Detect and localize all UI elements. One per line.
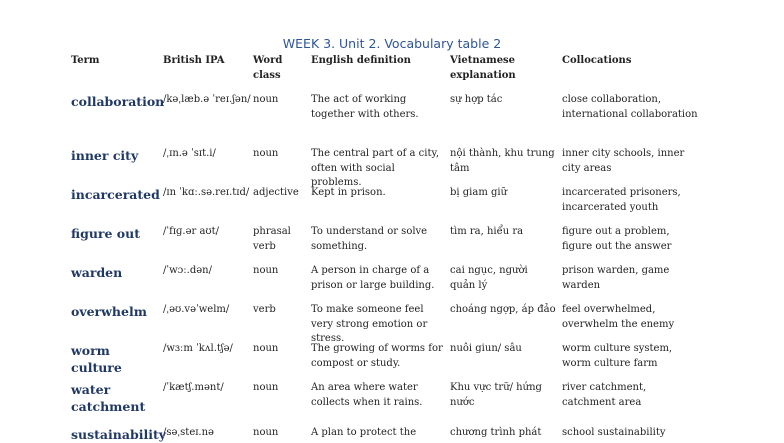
vietnamese-cell: nội thành, khu trung tâm [450,148,555,174]
ipa-cell: /ˌəʊ.vəˈwelm/ [163,304,230,315]
header-definition: English definition [311,55,411,66]
collocations-cell: feel overwhelmed, overwhelm the enemy [562,304,675,330]
header-term: Term [71,55,100,66]
word-class-cell: noun [253,94,279,105]
collocations-cell: school sustainability [562,427,666,438]
term-cell: collaboration [71,94,165,109]
word-class-cell: noun [253,427,279,438]
vietnamese-cell: bị giam giữ [450,187,508,198]
term-cell: overwhelm [71,304,147,319]
document-title: WEEK 3. Unit 2. Vocabulary table 2 [282,36,502,51]
definition-cell: A person in charge of a prison or large building. [311,265,435,291]
word-class-cell: noun [253,343,279,354]
ipa-cell: /kəˌlæb.ə ˈreɪ.ʃən/ [163,94,251,105]
definition-cell: To make someone feel very strong emotion or stress. [311,304,428,344]
collocations-cell: inner city schools, inner city areas [562,148,685,174]
vietnamese-cell: nuôi giun/ sâu [450,343,522,354]
definition-cell: Kept in prison. [311,187,386,198]
definition-cell: An area where water collects when it rains. [311,382,423,408]
header-collocations: Collocations [562,55,632,66]
definition-cell: A plan to protect the [311,427,417,438]
collocations-cell: prison warden, game warden [562,265,670,291]
word-class-cell: noun [253,382,279,393]
header-vietnamese: Vietnamese explanation [450,55,516,81]
ipa-cell: /ɪn ˈkɑː.sə.reɪ.tɪd/ [163,187,250,198]
ipa-cell: /səˌsteɪ.nə [163,427,214,438]
ipa-cell: /ˈwɔː.dən/ [163,265,212,276]
vietnamese-cell: sự hợp tác [450,94,503,105]
collocations-cell: river catchment, catchment area [562,382,647,408]
word-class-cell: verb [253,304,276,315]
term-cell: warden [71,265,123,280]
term-cell: water catchment [71,382,146,414]
ipa-cell: /ˌɪn.ə ˈsɪt.i/ [163,148,216,159]
word-class-cell: phrasal verb [253,226,291,252]
word-class-cell: adjective [253,187,299,198]
collocations-cell: figure out a problem, figure out the answer [562,226,672,252]
vietnamese-cell: cai ngục, người quản lý [450,265,528,291]
ipa-cell: /ˈkætʃ.mənt/ [163,382,224,393]
term-cell: sustainability [71,427,166,442]
term-cell: inner city [71,148,139,163]
term-cell: worm culture [71,343,122,375]
word-class-cell: noun [253,148,279,159]
vietnamese-cell: tìm ra, hiểu ra [450,226,524,237]
term-cell: figure out [71,226,141,241]
header-ipa: British IPA [163,55,225,66]
term-cell: incarcerated [71,187,160,202]
definition-cell: The act of working together with others. [311,94,419,120]
word-class-cell: noun [253,265,279,276]
definition-cell: To understand or solve something. [311,226,428,252]
ipa-cell: /wɜːm ˈkʌl.tʃə/ [163,343,233,354]
collocations-cell: incarcerated prisoners, incarcerated youth [562,187,681,213]
header-word-class: Word class [253,55,283,81]
vietnamese-cell: choáng ngợp, áp đảo [450,304,556,315]
ipa-cell: /ˈfɪɡ.ər aʊt/ [163,226,220,237]
definition-cell: The growing of worms for compost or study. [311,343,443,369]
vietnamese-cell: Khu vực trữ/ hứng nước [450,382,542,408]
definition-cell: The central part of a city, often with social problems. [311,148,440,188]
collocations-cell: close collaboration, international collaboration [562,94,698,120]
vietnamese-cell: chương trình phát [450,427,542,438]
collocations-cell: worm culture system, worm culture farm [562,343,673,369]
